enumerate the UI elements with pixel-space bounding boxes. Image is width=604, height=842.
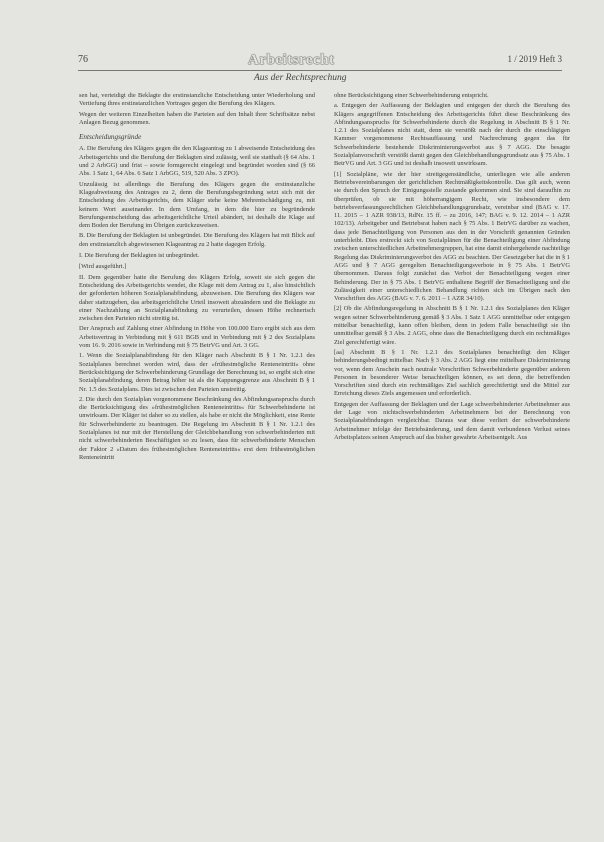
section-title: Aus der Rechtsprechung (254, 73, 347, 83)
paragraph: [2] Ob die Abfindungsregelung in Abschnitt B § 1 Nr. 1.2.1 des Sozialplanes den Kläger wegen seiner Schwerbehinderung gemäß § 3 Abs. 1 Satz 1 AGG unmittelbar oder entgegen mittelbar benachteiligt, kann offen bleiben, denn in jedem Falle benachteiligt sie ihn unmittelbar gemäß § 3 Abs. 2 AGG, ohne dass die Benachteiligung durch ein rechtmäßiges Ziel gerechtfertigt wäre. (334, 305, 570, 346)
page-header (78, 52, 562, 72)
paragraph: ohne Berücksichtigung einer Schwerbehinderung entspricht. (334, 92, 489, 99)
page-number: 76 (78, 54, 88, 65)
paragraph: Entgegen der Auffassung der Beklagten und der Lage schwerbehinderter Arbeitnehmer aus der Lage von nichtschwerbehinderten Arbeitnehmern bei der Berechnung von Sozialplanabfindungen vergleichbar. Daraus war diese verliert der schwerbehinderte Arbeitnehmer infolge der Betriebsänderung, und dem damit verbundenen Verlust seines Arbeitsplatzes seinen Anspruch auf das bisher gewahrte Arbeitsentgelt. Aus (334, 400, 570, 441)
paragraph: 1. Wenn die Sozialplanabfindung für den Kläger nach Abschnitt B § 1 Nr. 1.2.1 des Sozialplanes berechnet worden wird, dass der »frühestmögliche Renteneintritt« ohne Berücksichtigung der Schwerbehinderung Grundlage der Berechnung ist, so ergibt sich eine Sozialplanabfindung, deren Betrag höher ist als die Kappungsgrenze aus Abschnitt B § 1 Nr. 1.5 des Sozialplans. Dies ist zwischen den Parteien unstreitig. (79, 352, 315, 393)
paragraph: B. Die Berufung der Beklagten ist unbegründet. Die Berufung des Klägers hat mit Blick auf den erstinstanzlich abgewiesenen Klageantrag zu 2 hatte dagegen Erfolg. (79, 232, 315, 248)
right-column (334, 92, 570, 444)
section-heading: Entscheidungsgründe (79, 133, 142, 142)
paragraph: Der Anspruch auf Zahlung einer Abfindung in Höhe von 100.000 Euro ergibt sich aus dem Arbeitsvertrag in Verbindung mit § 611 BGB und in Verbindung mit § 2 des Sozialplans vom 16. 9. 2016 sowie in Verbindung mit § 75 BetrVG und Art. 3 GG. (79, 325, 315, 350)
paragraph: sen hat, verteidigt die Beklagte die erstinstanzliche Entscheidung unter Wiederholung und Vertiefung ihres erstinstanzlichen Vortrages gegen die Berufung des Klägers. (79, 92, 315, 108)
paragraph: 2. Die durch den Sozialplan vorgenommene Beschränkung des Abfindungsanspruchs durch die Berücksichtigung des »frühestmöglichen Renteneintritts« für Schwerbehinderte ist unwirksam. Der Kläger ist daher so zu stellen, als habe er nicht die Möglichkeit, eine Rente für Schwerbehinderte zu beantragen. Die Regelung im Abschnitt B § 1 Nr. 1.2.1 des Sozialplanes ist nur mit der Herstellung der Gleichbehandlung von schwerbehinderten mit nicht schwerbehinderten Beschäftigten so zu lesen, dass für schwerbehinderte Menschen der Faktor 2 »Datum des frühestmöglichen Renteneintritts« erst dem frühestmöglichen Renteneintritt (79, 395, 315, 461)
paragraph: a. Entgegen der Auffassung der Beklagten und entgegen der durch die Berufung des Klägers angegriffenen Entscheidung des Arbeitsgerichts führt diese Beschränkung des Abfindungsanspruchs für Schwerbehinderte durch die Regelung in Abschnitt B § 1 Nr. 1.2.1 des Sozialplanes nicht statt, denn sie verstößt nach der durch die einschlägigen Kammer vorgenommene Rechtsauffassung und Nachrechnung gegen das für Schwerbehinderte bestehende Diskriminierungsverbot aus § 7 AGG. Die besagte Sozialplanvorschrift verstößt damit gegen den Gleichbehandlungsgrundsatz aus § 75 Abs. 1 BetrVG und Art. 3 GG und ist deshalb insoweit unwirksam. (334, 102, 570, 168)
paragraph: Unzulässig ist allerdings die Berufung des Klägers gegen die erstinstanzliche Klageabweisung des Antrages zu 2, denn die Berufungsbegründung setzt sich mit der Entscheidung des Arbeitsgerichts, dem Kläger stehe keine Mehrentschädigung zu, mit keinem Wort auseinander. In dem Umfang, in dem die hier zu begründende Berufungsentscheidung das arbeitsgerichtliche Urteil abändert, ist deshalb die Klage auf dem Boden der Berufung im Übrigen zurückzuweisen. (79, 180, 315, 230)
left-column (79, 92, 315, 464)
paragraph: [1] Sozialpläne, wie der hier streitgegenständliche, unterliegen wie alle anderen Betriebsvereinbarungen der gerichtlichen Rechtmäßigkeitskontrolle. Das gilt auch, wenn sie durch den Spruch der Einigungsstelle zustande gekommen sind. Sie sind daraufhin zu überprüfen, ob sie mit höherrangigem Recht, wie insbesondere dem betriebsverfassungsrechtlichen Gleichbehandlungsgrundsatz, vereinbar sind (BAG v. 17. 11. 2015 – 1 AZR 938/13, RdNr. 15 ff. – zu 2016, 147; BAG v. 9. 12. 2014 – 1 AZR 102/13). Arbeitgeber und Betriebsrat haben nach § 75 Abs. 1 BetrVG darüber zu wachen, dass jede Benachteiligung von Personen aus den in der Vorschrift genannten Gründen unterbleibt. Dies erstreckt sich von Sozialplänen für die Benachteiligung einer Abfindung zwischen unterschiedlichen Arbeitnehmergruppen, hat eine damit einhergehende nachteilige Regelung das Diskriminierungsverbot des AGG zu beachten. Der Gesetzgeber hat die in § 1 AGG und § 7 AGG geregelten Benachteiligungsverbote in § 75 Abs. 1 BetrVG übernommen. Daraus folgt zunächst das Verbot der Benachteiligung wegen einer Behinderung. Der in § 75 Abs. 1 BetrVG enthaltene Begriff der Benachteiligung und die Zulässigkeit einer unterschiedlichen Behandlung richten sich im Übrigen nach den Vorschriften des AGG (BAG v. 7. 6. 2011 – 1 AZR 34/10). (334, 170, 570, 303)
journal-masthead: Arbeitsrecht (248, 52, 335, 68)
issue-label: 1 / 2019 Heft 3 (507, 54, 562, 64)
paragraph: I. Die Berufung der Beklagten ist unbegründet. (79, 252, 200, 260)
paragraph: A. Die Berufung des Klägers gegen die den Klageantrag zu 1 abweisende Entscheidung des Arbeitsgerichts und die Berufung der Beklagten sind zulässig, weil sie statthaft (§ 64 Abs. 1 und 2 ArbGG) und frist – sowie formgerecht eingelegt und begründet worden sind (§ 66 Abs. 1 Satz 1, 64 Abs. 6 Satz 1 ArbGG, 519, 520 Abs. 3 ZPO). (79, 145, 315, 178)
paragraph: [aa] Abschnitt B § 1 Nr. 1.2.1 des Sozialplanes benachteiligt den Kläger behinderungsbedingt mittelbar. Nach § 3 Abs. 2 AGG liegt eine mittelbare Diskriminierung vor, wenn dem Anschein nach neutrale Vorschriften Schwerbehinderte gegenüber anderen Personen in besonderer Weise benachteiligen können, es sei denn, die betreffenden Vorschriften sind durch ein rechtmäßiges Ziel sachlich gerechtfertigt und die Mittel zur Erreichung dieses Ziels angemessen und erforderlich. (334, 348, 570, 398)
paragraph: Wegen der weiteren Einzelheiten haben die Parteien auf den Inhalt ihrer Schriftsätze nebst Anlagen Bezug genommen. (79, 110, 315, 126)
paragraph: [Wird ausgeführt.] (79, 263, 127, 271)
paragraph: II. Dem gegenüber hatte die Berufung des Klägers Erfolg, soweit sie sich gegen die Entscheidung des Arbeitsgerichts wendet, die Klage mit dem Antrag zu 1, also hinsichtlich der geforderten höheren Sozialplanabfindung, abzuweisen. Die Berufung des Klägers war daher stattzugeben, das arbeitsgerichtliche Urteil insoweit abzuändern und die Beklagte zu einer Nachzahlung an Sozialplanabfindung zu verurteilen, dessen Höhe rechnerisch zwischen den Parteien nicht streitig ist. (79, 273, 315, 323)
header-rule (78, 70, 562, 71)
